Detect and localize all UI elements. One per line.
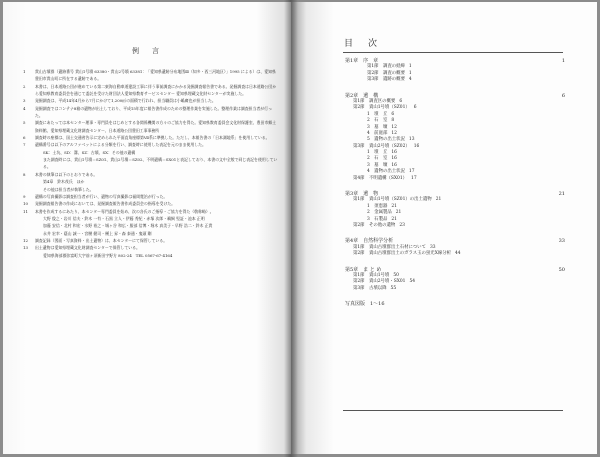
note-text: SK：土坑、SD：溝、SZ：古墳、SX：その他の遺構 [43, 149, 136, 155]
toc-label: 第1節 貴山1号墳 50 [353, 272, 399, 278]
toc-page-number: 54 [409, 279, 416, 285]
note-item [23, 237, 279, 244]
toc-page-number: 1 [408, 70, 412, 76]
toc-title: 目 次 [344, 39, 381, 49]
toc-label: 3 墓 壙 16 [367, 162, 397, 168]
note-number: 6 [23, 135, 26, 141]
note-text: 大野 俊之・岩川 信夫・鈴木 一有・石黒 立人・伊藤 秀紀・赤塚 次郎・鵜飼 堅証・池本 正明 [43, 215, 205, 221]
toc-page-number: 50 [393, 272, 399, 278]
note-number: 10 [23, 201, 28, 207]
notes-list [23, 68, 279, 259]
toc-page-number: 1 [408, 64, 412, 70]
toc-page-number: 16 [391, 150, 397, 156]
note-number: 3 [23, 98, 26, 104]
toc-label: 1 墳 丘 6 [367, 111, 395, 117]
note-item [23, 68, 279, 83]
toc-label: 第1章 序 章 [345, 58, 379, 64]
toc-page-number: 8 [391, 118, 395, 124]
toc-spacer [345, 84, 565, 93]
toc-label: 第3章 遺 物 [345, 191, 379, 198]
note-text: 本書の執筆は以下のとおりである。 [35, 171, 98, 177]
note-item [23, 141, 279, 148]
toc-page-number: 21 [395, 210, 402, 216]
table-of-contents [345, 58, 565, 308]
note-item [23, 200, 279, 207]
toc-label: 第4節 不明遺構（SX01） 17 [353, 175, 417, 181]
note-text: 出土遺物は愛知県埋蔵文化財調査センターで保管している。 [35, 245, 140, 251]
toc-label: 第2節 その他の遺物 23 [353, 222, 405, 228]
note-text: 愛知県海部郡弥富町大字前ヶ須新田字野方 802-24 TEL 0567-67-4164 [43, 252, 173, 258]
toc-label: 第3節 遺跡の概要 4 [367, 77, 412, 83]
toc-page-number: 21 [391, 203, 397, 209]
toc-label: 2 石 室 16 [367, 156, 397, 162]
toc-page-number: 6 [561, 92, 565, 99]
toc-label: 第4章 自然科学分析 [345, 238, 394, 245]
toc-label: 3 墓 壙 12 [367, 124, 397, 130]
note-number: 5 [23, 120, 26, 126]
note-number: 12 [23, 237, 28, 243]
toc-label: 4 遺物の出土状況 17 [367, 169, 415, 175]
toc-label: 2 金属製品 21 [367, 210, 402, 216]
toc-label: 第1節 貴山古墳群出土石材について 33 [353, 244, 436, 250]
toc-chapter[interactable] [345, 301, 565, 307]
toc-label: 1 須恵器 21 [367, 203, 397, 209]
note-text: 発掘調査は、平成14年4月から7月にかけて1,200㎡の面積で行われ、担当職員は小嶋廣也が担当した。 [35, 98, 216, 104]
toc-page-number: 50 [558, 266, 565, 273]
toc-label: 第1節 調査区の概要 6 [353, 98, 403, 104]
toc-page-number: 6 [391, 111, 395, 117]
note-text: 遺構番号は以下のアルファベットによる分類を行い、調査時に使用した表記を元のまま使用した。 [35, 142, 206, 148]
toc-page-number: 12 [391, 124, 397, 130]
note-text: 発掘調査報告書の作成においては、発掘調査報告書作成委員会の指導を受けた。 [35, 201, 176, 207]
toc-page-number: 16 [391, 162, 397, 168]
note-number: 7 [23, 142, 26, 148]
note-item [23, 149, 279, 156]
note-item [23, 97, 279, 104]
toc-page-number: 33 [558, 238, 565, 245]
toc-page-number: 44 [455, 251, 461, 257]
toc-label: 第1節 貴山1号墳（SZ01）の出土遺物 21 [353, 197, 442, 203]
note-text: また調査時には、貴山1号墳＝SZ01、貴山2号墳＝SZ02、不明遺構＝SX01と表記しており、本書の文中全般で同じ表記を使用している。 [43, 157, 278, 170]
note-number: 4 [23, 105, 26, 111]
note-text: 本書は、日本道路公団が進めている第二東海自動車道建設工事に伴う事前調査にかかる発掘調査報告書である。発掘調査は日本道路公団から愛知県教育委員会を通じて委託を受けた財団法人愛知県教育サービスセンター 愛知県埋蔵文化財センターが実施した。 [35, 83, 277, 97]
toc-page-number: 23 [399, 222, 405, 228]
note-item [23, 244, 279, 251]
page-title: 例 言 [132, 47, 162, 55]
note-number: 9 [23, 193, 26, 199]
toc-title-rule [343, 52, 563, 53]
toc-spacer [345, 258, 565, 267]
toc-page-number: 21 [391, 216, 397, 222]
toc-label: 第1節 調査の経緯 1 [367, 64, 412, 70]
note-text: 永井 宏幸・蔭山 誠一・宮腰 健司・樋上 昇・森 泰通・鬼頭 剛 [43, 230, 152, 236]
note-item [23, 83, 279, 98]
note-text: 本書を作成するにあたり、本センター専門委員を始め、次の各氏のご指導・ご協力を得た（敬称略）。 [35, 208, 214, 214]
note-text: 貴山古墳群（遺跡番号 貴山1号墳 63380・貴山2号墳 63381：「愛知県遺跡分布地図Ⅲ（知多・西三河地区）」1995 による）は、愛知県豊田市貴山町に所在する遺跡である。 [35, 69, 276, 82]
toc-page-number: 1 [561, 58, 565, 64]
toc-label: 5 遺物の出土状況 13 [367, 137, 415, 143]
toc-label: 写真図版 1～16 [345, 301, 385, 308]
left-page [3, 2, 291, 454]
toc-label: 第2節 貴山1号墳（SZ01） 6 [353, 105, 417, 111]
toc-page-number: 6 [413, 105, 417, 111]
toc-page-number: 12 [391, 130, 397, 136]
toc-label: 第3節 古墳以降 55 [353, 285, 397, 291]
toc-label: 4 前庭部 12 [367, 130, 397, 136]
toc-label: 2 石 室 8 [367, 118, 395, 124]
toc-page-number: 13 [408, 137, 415, 143]
note-number: 8 [23, 171, 26, 177]
toc-page-number: 17 [411, 175, 417, 181]
note-number: 11 [23, 208, 28, 214]
toc-page-number: 4 [408, 77, 412, 83]
note-item [23, 215, 279, 222]
toc-label: 第2章 遺 構 [345, 92, 379, 99]
note-item [23, 230, 279, 237]
note-number: 13 [23, 245, 28, 251]
note-text: 遺構の写真撮影は調査担当者が行い、遺物の写真撮影は福岡寛治が行った。 [35, 193, 168, 199]
toc-label: 第2節 調査の概要 1 [367, 70, 412, 76]
note-item [23, 156, 279, 171]
toc-label: 1 墳 丘 16 [367, 150, 397, 156]
toc-label: 3 石製品 21 [367, 216, 397, 222]
toc-bottom-rule [343, 410, 563, 411]
toc-spacer [345, 292, 565, 301]
toc-page-number: 17 [408, 169, 415, 175]
note-text: 発掘調査ではコンテナ8箱の遺物が出土しており、平成15年度に報告書作成のための整理作業を実施した。整理作業は調査担当者が行った。 [35, 105, 272, 119]
note-item [23, 105, 279, 120]
toc-label: 第2節 貴山古墳群出土のガラス玉の蛍光X線分析 44 [353, 251, 461, 257]
note-item [23, 208, 279, 215]
toc-page-number: 21 [558, 191, 565, 198]
toc-label: 第2節 貴山2号墳・SX01 54 [353, 279, 416, 285]
toc-label: 第3節 貴山2号墳（SZ02） 16 [353, 143, 420, 149]
toc-spacer [345, 182, 565, 191]
note-item [23, 222, 279, 229]
note-text: 調査にあたっては本センター理事・専門員をはじめとする各関係機関の方々のご協力を得た。愛知県教育委員会文化財保護室、豊田市郷土資料館、愛知県埋蔵文化財調査センター、日本道路公団豊田工事事務所 [35, 120, 277, 133]
note-number: 1 [23, 69, 26, 74]
note-item [23, 178, 279, 185]
toc-page-number: 21 [435, 197, 442, 203]
toc-page-number: 55 [390, 285, 397, 291]
note-text: 調査記録（図面・写真資料・出土遺物）は、本センターにて保管している。 [35, 237, 168, 243]
toc-page-number: 33 [429, 244, 436, 250]
note-item [23, 252, 279, 259]
note-text: 加藤 安信・北村 和宏・水野 裕之・城ヶ谷 和広・服部 信博・堀木 真美子・早野 浩二・鈴木 正貴 [43, 223, 213, 229]
note-text: その他は担当者が執筆した。 [43, 186, 94, 192]
note-item [23, 134, 279, 141]
toc-label: 第5章 ま と め [345, 266, 382, 273]
toc-page-number: 16 [413, 143, 420, 149]
book-gutter [284, 0, 298, 457]
note-text: 調査時の座標は、国土交通省告示に定められた平面直角座標第Ⅶ系に準拠した。ただし、本報告書の「日本測地系」を使用している。 [35, 135, 270, 141]
toc-page-number: 16 [391, 156, 397, 162]
note-number: 2 [23, 83, 26, 89]
note-item [23, 171, 279, 178]
note-item [23, 193, 279, 200]
note-item [23, 119, 279, 134]
note-text: 第4章 鈴木茂氏 ほか [43, 179, 85, 185]
toc-page-number: 6 [399, 98, 403, 104]
note-item [23, 186, 279, 193]
